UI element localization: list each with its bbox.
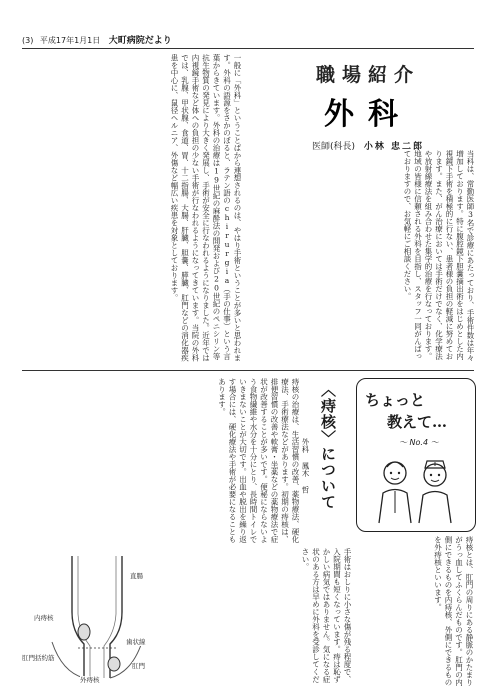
- column-number: ～ No.4 ～: [399, 438, 439, 447]
- doctor-title: 医師(科長): [311, 142, 355, 152]
- column-text-upper: [22, 378, 300, 546]
- page-header: [22, 34, 474, 49]
- feature-title-box: [262, 56, 474, 152]
- diagram-label: 直腸: [130, 572, 143, 580]
- article-paragraph: 当科は、常勤医師3名で診療にあたっており、手術件数は年々増加しております。特に腹腔鏡下胆嚢摘出術をはじめとした内視鏡下手術を積極的に行ない、患者様の負担の軽減に努めております。また、がん治療においては手術だけでなく、化学療法や放射線療法を組み合わせた集学的治療を行なっております。地域の皆様に信頼される外科を目指し、スタッフ一同がんばっておりますので、お気軽にご相談ください。: [403, 150, 475, 362]
- anatomy-diagram: [22, 552, 172, 688]
- column-author: 外科 鳳木 哲: [301, 438, 310, 494]
- article-top-left-text: [22, 54, 242, 364]
- column-paragraph: 痔核とは、肛門の周りにある静脈のかたまりがうっ血してふくらんだものです。肛門の内側にできるものを内痔核、外側にできるものを外痔核といいます。: [433, 536, 474, 686]
- column-topic-title: [318, 382, 339, 510]
- page-number: (3): [22, 36, 34, 45]
- diagram-label: 肛門括約筋: [22, 654, 55, 662]
- department-title: 外科: [324, 97, 412, 132]
- newsletter-name: 大町病院だより: [108, 36, 172, 46]
- doctor-nurse-illustration: [365, 453, 465, 525]
- article-paragraph: 一般に「外科」ということばから連想されるのは、やはり手術ということが多いと思われます。外科の語源をさかのぼると、ラテン語のchirurgia（手の仕事）という言葉からきています。外科の治療は19世紀の麻酔法の開発および20世紀のペニシリン等抗生物質の発見により大きく発展し、手術が安全に行なわれるようになりました。近年では内視鏡手術など体への負担の少ない手術が行なわれるようになってきています。当院の外科では、乳腺、甲状腺、食道、胃、十二指腸、大腸、肝臓、胆嚢、膵臓、肛門などの消化器疾患を中心に、鼠径ヘルニア、外傷など幅広い疾患を対象としております。: [170, 54, 242, 362]
- diagram-label: 内痔核: [34, 614, 54, 622]
- column-title-line2: 教えて…: [387, 413, 448, 431]
- diagram-label: 肛門: [132, 662, 145, 670]
- article-top-right-text: [250, 150, 475, 364]
- column-text-right: [356, 536, 474, 686]
- section-title: 職場紹介: [315, 64, 420, 86]
- section-divider: [22, 370, 474, 371]
- column-topic: 〈痔核〉について: [319, 382, 337, 510]
- column-paragraph: 手術はおしりに小さな傷が残る程度で、入院期間も短くなっています。痔は恥ずかしい病気ではありません。気になる症状のある方は早めに外科を受診してください。: [301, 548, 352, 683]
- diagram-label: 外痔核: [80, 676, 100, 684]
- column-badge: [356, 378, 476, 532]
- column-paragraph: 痔核の治療は、生活習慣の改善、薬物療法、硬化療法、手術療法などがあります。初期の痔核は、排便習慣の改善や軟膏・坐薬などの薬物療法で症状が改善することが多いです。便秘にならないよう食物繊維や水分を十分にとり、長時間トイレでいきまないことが大切です。出血や脱出を繰り返す場合には、硬化療法や手術が必要になることもあります。: [217, 378, 300, 543]
- diagram-label: 歯状線: [126, 638, 146, 646]
- doctor-name: 小林 忠二郎: [363, 142, 425, 152]
- issue-date: 平成17年1月1日: [39, 36, 101, 45]
- column-text-middle: [176, 548, 352, 686]
- column-title-line1: ちょっと: [365, 391, 426, 409]
